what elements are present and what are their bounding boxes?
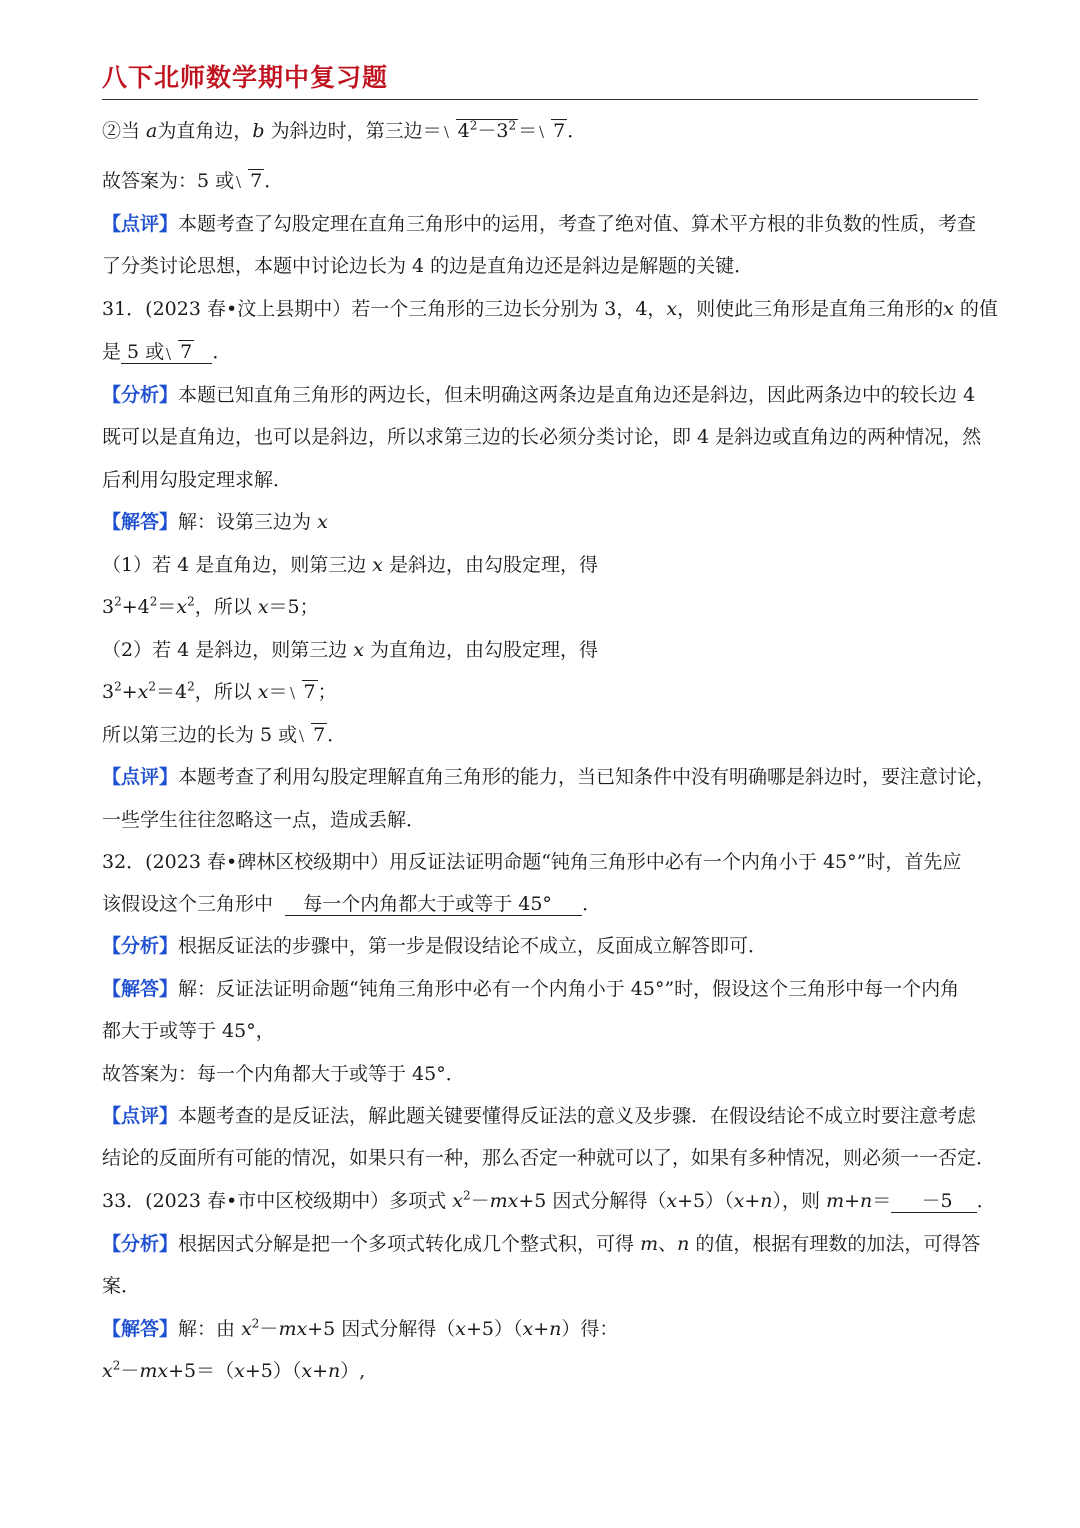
comment-tag: 【点评】 [102, 1105, 179, 1127]
solution-tag: 【解答】 [102, 978, 179, 1000]
question-31: 31．(2023 春•汶上县期中）若一个三角形的三边长分别为 3，4，x，则使此三角形是直角三角形的x 的值 [102, 298, 998, 320]
text-line: 【分析】本题已知直角三角形的两边长，但未明确这两条边是直角边还是斜边，因此两条边中的较长边 4 [102, 384, 976, 406]
sqrt-symbol: 7 [234, 168, 264, 194]
text-line: ②当 a为直角边，b 为斜边时，第三边＝ $4^2-3^2 = 7$ ． [102, 118, 587, 142]
answer-blank: 5 或 7 [121, 340, 212, 364]
text-line: 了分类讨论思想，本题中讨论边长为 4 的边是直角边还是斜边是解题的关键． [102, 255, 754, 277]
page-title: 八下北师数学期中复习题 [102, 63, 389, 92]
sqrt-symbol: 7 [288, 679, 318, 705]
answer-blank: 每一个内角都大于或等于 45° [285, 893, 582, 916]
text-line: 结论的反面所有可能的情况，如果只有一种，那么否定一种就可以了，如果有多种情况，则必须一一否定． [102, 1147, 996, 1169]
text-line: （2）若 4 是斜边，则第三边 x 为直角边，由勾股定理，得 [102, 639, 599, 661]
solution-tag: 【解答】 [102, 1318, 179, 1340]
text-line: 【解答】解：设第三边为 x [102, 511, 328, 533]
text-line: 故答案为：每一个内角都大于或等于 45°． [102, 1063, 465, 1085]
sqrt-symbol: 7 [297, 722, 327, 748]
text-line: 【解答】解：由 $x^2-mx+5$ 因式分解得（x+5）（x+n）得： [102, 1316, 619, 1340]
text-line: 一些学生往往忽略这一点，造成丢解． [102, 809, 426, 831]
text-line: （1）若 4 是直角边，则第三边 x 是斜边，由勾股定理，得 [102, 554, 599, 576]
text-line: 该假设这个三角形中 每一个内角都大于或等于 45° ． [102, 893, 602, 915]
text-line: 是 5 或 7 ． [102, 341, 232, 363]
comment-tag: 【点评】 [102, 766, 179, 788]
solution-tag: 【解答】 [102, 511, 179, 533]
comment-tag: 【点评】 [102, 213, 179, 235]
text-line: 案． [102, 1275, 141, 1297]
sqrt-symbol: $4^2-3^2$ [442, 118, 518, 144]
analysis-tag: 【分析】 [102, 935, 179, 957]
text-line: 【点评】本题考查了勾股定理在直角三角形中的运用，考查了绝对值、算术平方根的非负数的性质，考查 [102, 213, 977, 235]
text-line: 【分析】根据因式分解是把一个多项式转化成几个整式积，可得 m、n 的值，根据有理数的加法，可得答 [102, 1233, 981, 1255]
text-line: $3^2+x^2=4^2$，所以 x＝ 7 ； [102, 679, 337, 703]
text-line: $x^2-mx+5=(x+5)(x+n)$, [102, 1358, 366, 1382]
text-line: 后利用勾股定理求解． [102, 469, 293, 491]
analysis-tag: 【分析】 [102, 1233, 179, 1255]
text-line: 【点评】本题考查的是反证法，解此题关键要懂得反证法的意义及步骤．在假设结论不成立时要注意考虑 [102, 1105, 977, 1127]
sqrt-symbol: 7 [537, 118, 567, 144]
header-divider [102, 99, 978, 100]
text-line: $3^2+4^2=x^2$，所以 x＝5； [102, 594, 319, 618]
answer-blank: －5 [891, 1190, 976, 1213]
text-line: 【点评】本题考查了利用勾股定理解直角三角形的能力，当已知条件中没有明确哪是斜边时，要注意讨论， [102, 766, 996, 788]
text-line: 故答案为：5 或 7 ． [102, 170, 284, 192]
question-33: 33．(2023 春•市中区校级期中）多项式 $x^2-mx+5$ 因式分解得（x+5）（x+n），则 m+n＝ －5 ． [102, 1188, 996, 1212]
question-32: 32．(2023 春•碑林区校级期中）用反证法证明命题“钝角三角形中必有一个内角小于 45°”时，首先应 [102, 851, 962, 873]
text-line: 既可以是直角边，也可以是斜边，所以求第三边的长必须分类讨论，即 4 是斜边或直角边的两种情况，然 [102, 426, 982, 448]
text-line: 【解答】解：反证法证明命题“钝角三角形中必有一个内角小于 45°”时，假设这个三角形中每一个内角 [102, 978, 960, 1000]
sqrt-symbol: 7 [164, 340, 194, 363]
text-line: 【分析】根据反证法的步骤中，第一步是假设结论不成立，反面成立解答即可． [102, 935, 768, 957]
text-line: 所以第三边的长为 5 或 7 ． [102, 724, 347, 746]
text-line: 都大于或等于 45°， [102, 1020, 275, 1042]
analysis-tag: 【分析】 [102, 384, 179, 406]
